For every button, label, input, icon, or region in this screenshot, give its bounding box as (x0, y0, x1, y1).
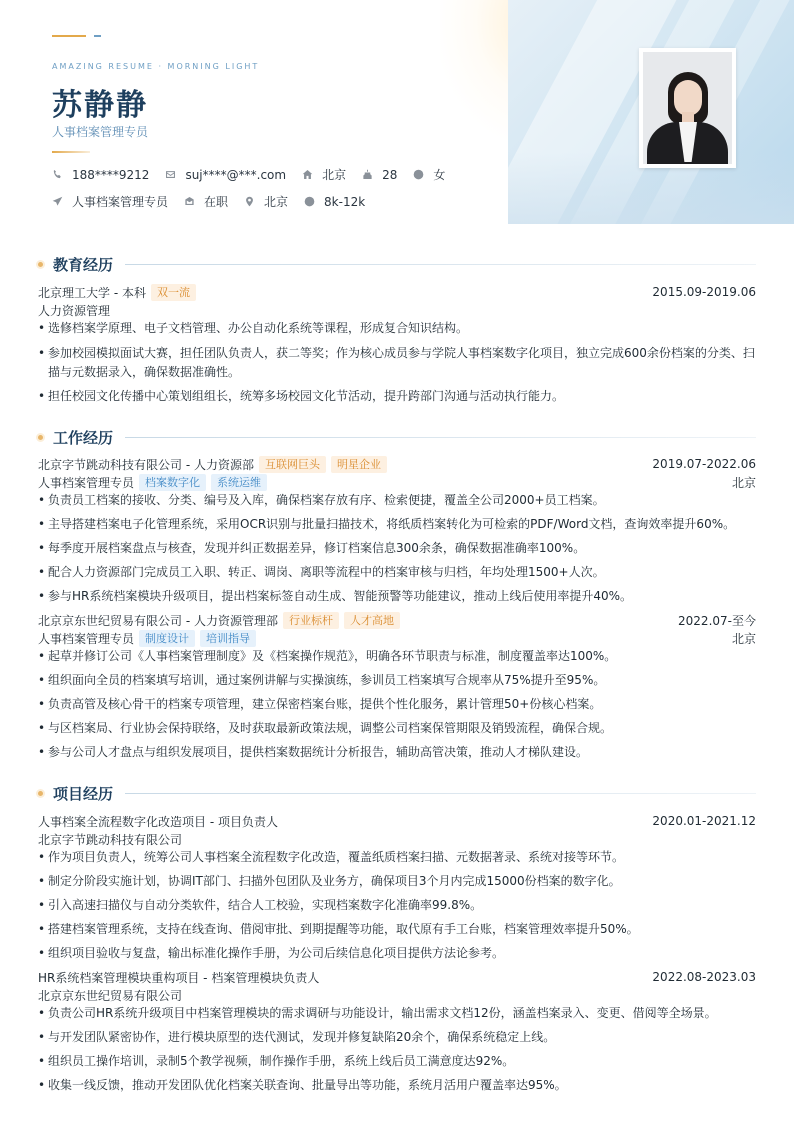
target-position-info: 人事档案管理专员 (52, 193, 168, 210)
job-date: 2022.07-至今 (678, 613, 756, 628)
gender-icon (413, 169, 424, 180)
job-date: 2019.07-2022.06 (652, 457, 756, 471)
list-item: • 每季度开展档案盘点与核查，发现并纠正数据差异，修订档案信息300余条，确保数据准确率100%。 (38, 539, 756, 558)
list-item: • 配合人力资源部门完成员工入职、转正、调岗、离职等流程中的档案审核与归档，年均处理1500+人次。 (38, 563, 756, 582)
list-item: • 选修档案学原理、电子文档管理、办公自动化系统等课程，形成复合知识结构。 (38, 319, 756, 338)
list-item: • 作为项目负责人，统筹公司人事档案全流程数字化改造，覆盖纸质档案扫描、元数据著录、系统对接等环节。 (38, 848, 756, 867)
candidate-name: 苏静静 (52, 88, 148, 123)
salary-icon (304, 196, 315, 207)
project-header-row (38, 812, 756, 830)
section-education (36, 254, 756, 275)
list-item: • 参与HR系统档案模块升级项目，提出档案标签自动生成、智能预警等功能建议，推动上线后使用率提升40%。 (38, 587, 756, 606)
cake-icon (362, 169, 373, 180)
section-work (36, 427, 756, 448)
company-tag: 互联网巨头 (259, 456, 326, 473)
phone-info: 188****9212 (52, 168, 149, 182)
job-header-row (38, 611, 756, 629)
section-title: 教育经历 (53, 256, 114, 274)
list-item: • 主导搭建档案电子化管理系统，采用OCR识别与批量扫描技术，将纸质档案转化为可检索的PDF/Word文档，查询效率提升60%。 (38, 515, 756, 534)
list-item: • 参加校园模拟面试大赛，担任团队负责人，获二等奖；作为核心成员参与学院人事档案数字化项目，独立完成600余份档案的分类、扫描与元数据录入，确保数据准确性。 (38, 344, 756, 382)
company-tag: 行业标杆 (283, 612, 339, 629)
role-tag: 档案数字化 (139, 474, 206, 491)
job-role-row (38, 473, 756, 491)
list-item: • 组织面向全员的档案填写培训，通过案例讲解与实操演练，参训员工档案填写合规率从75%提升至95%。 (38, 671, 756, 690)
list-item: • 与区档案局、行业协会保持联络，及时获取最新政策法规，调整公司档案保管期限及销毁流程，确保合规。 (38, 719, 756, 738)
role-tag: 培训指导 (200, 630, 256, 647)
target-city-info: 北京 (244, 193, 288, 210)
project-org-row (38, 986, 756, 1004)
phone-icon (52, 169, 63, 180)
education-header-row (38, 283, 756, 301)
company-name: 北京字节跳动科技有限公司 - 人力资源部 (38, 457, 254, 472)
project-name: HR系统档案管理模块重构项目 - 档案管理模块负责人 (38, 970, 320, 985)
list-item: • 组织项目验收与复盘，输出标准化操作手册，为公司后续信息化项目提供方法论参考。 (38, 944, 756, 963)
company-tag: 人才高地 (344, 612, 400, 629)
profile-photo (643, 52, 732, 164)
job-city: 北京 (731, 475, 756, 490)
section-projects (36, 783, 756, 804)
home-info: 北京 (302, 166, 346, 183)
project-org: 北京京东世纪贸易有限公司 (38, 988, 183, 1003)
section-title: 项目经历 (53, 785, 114, 803)
job-role-row (38, 629, 756, 647)
email-info: suj****@***.com (165, 168, 286, 182)
status-icon (184, 196, 195, 207)
home-icon (302, 169, 313, 180)
title-underline (52, 151, 90, 153)
project-header-row (38, 968, 756, 986)
list-item: • 收集一线反馈，推动开发团队优化档案关联查询、批量导出等功能，系统月活用户覆盖率达95%。 (38, 1076, 756, 1095)
role-tag: 制度设计 (139, 630, 195, 647)
list-item: • 组织员工操作培训，录制5个教学视频，制作操作手册，系统上线后员工满意度达92%。 (38, 1052, 756, 1071)
mail-icon (165, 169, 176, 180)
project-name: 人事档案全流程数字化改造项目 - 项目负责人 (38, 814, 278, 829)
school-name: 北京理工大学 - 本科 (38, 285, 146, 300)
age-info: 28 (362, 168, 397, 182)
list-item: • 制定分阶段实施计划，协调IT部门、扫描外包团队及业务方，确保项目3个月内完成15000份档案的数字化。 (38, 872, 756, 891)
school-tag: 双一流 (151, 284, 196, 301)
project-date: 2022.08-2023.03 (652, 970, 756, 984)
job-role: 人事档案管理专员 (38, 631, 135, 646)
contact-info-row (52, 166, 461, 183)
role-tag: 系统运维 (211, 474, 267, 491)
education-major-row (38, 301, 756, 319)
list-item: • 负责高管及核心骨干的档案专项管理，建立保密档案台账，提供个性化服务，累计管理50+份核心档案。 (38, 695, 756, 714)
major: 人力资源管理 (38, 303, 111, 318)
gender-info: 女 (413, 166, 445, 183)
candidate-title: 人事档案管理专员 (52, 125, 149, 139)
profile-photo-frame (639, 48, 736, 168)
resume-tagline: AMAZING RESUME · MORNING LIGHT (52, 62, 260, 71)
company-name: 北京京东世纪贸易有限公司 - 人力资源管理部 (38, 613, 278, 628)
send-icon (52, 196, 63, 207)
list-item: • 搭建档案管理系统，支持在线查询、借阅审批、到期提醒等功能，取代原有手工台账，档案管理效率提升50%。 (38, 920, 756, 939)
list-item: • 参与公司人才盘点与组织发展项目，提供档案数据统计分析报告，辅助高管决策，推动人才梯队建设。 (38, 743, 756, 762)
list-item: • 负责员工档案的接收、分类、编号及入库，确保档案存放有序、检索便捷，覆盖全公司2000+员工档案。 (38, 491, 756, 510)
project-date: 2020.01-2021.12 (652, 814, 756, 828)
employment-status-info: 在职 (184, 193, 228, 210)
section-title: 工作经历 (53, 429, 114, 447)
job-header-row (38, 455, 756, 473)
list-item: • 起草并修订公司《人事档案管理制度》及《档案操作规范》，明确各环节职责与标准，制度覆盖率达100%。 (38, 647, 756, 666)
project-org-row (38, 830, 756, 848)
list-item: • 担任校园文化传播中心策划组组长，统筹多场校园文化节活动，提升跨部门沟通与活动执行能力。 (38, 387, 756, 406)
list-item: • 引入高速扫描仪与自动分类软件，结合人工校验，实现档案数字化准确率99.8%。 (38, 896, 756, 915)
company-tag: 明星企业 (331, 456, 387, 473)
salary-info: 8k-12k (304, 195, 365, 209)
list-item: • 负责公司HR系统升级项目中档案管理模块的需求调研与功能设计，输出需求文档12份，涵盖档案录入、变更、借阅等全场景。 (38, 1004, 756, 1023)
education-date: 2015.09-2019.06 (652, 285, 756, 299)
job-role: 人事档案管理专员 (38, 475, 135, 490)
job-info-row (52, 193, 381, 210)
list-item: • 与开发团队紧密协作，进行模块原型的迭代测试，发现并修复缺陷20余个，确保系统稳定上线。 (38, 1028, 756, 1047)
job-city: 北京 (731, 631, 756, 646)
project-org: 北京字节跳动科技有限公司 (38, 832, 183, 847)
location-icon (244, 196, 255, 207)
